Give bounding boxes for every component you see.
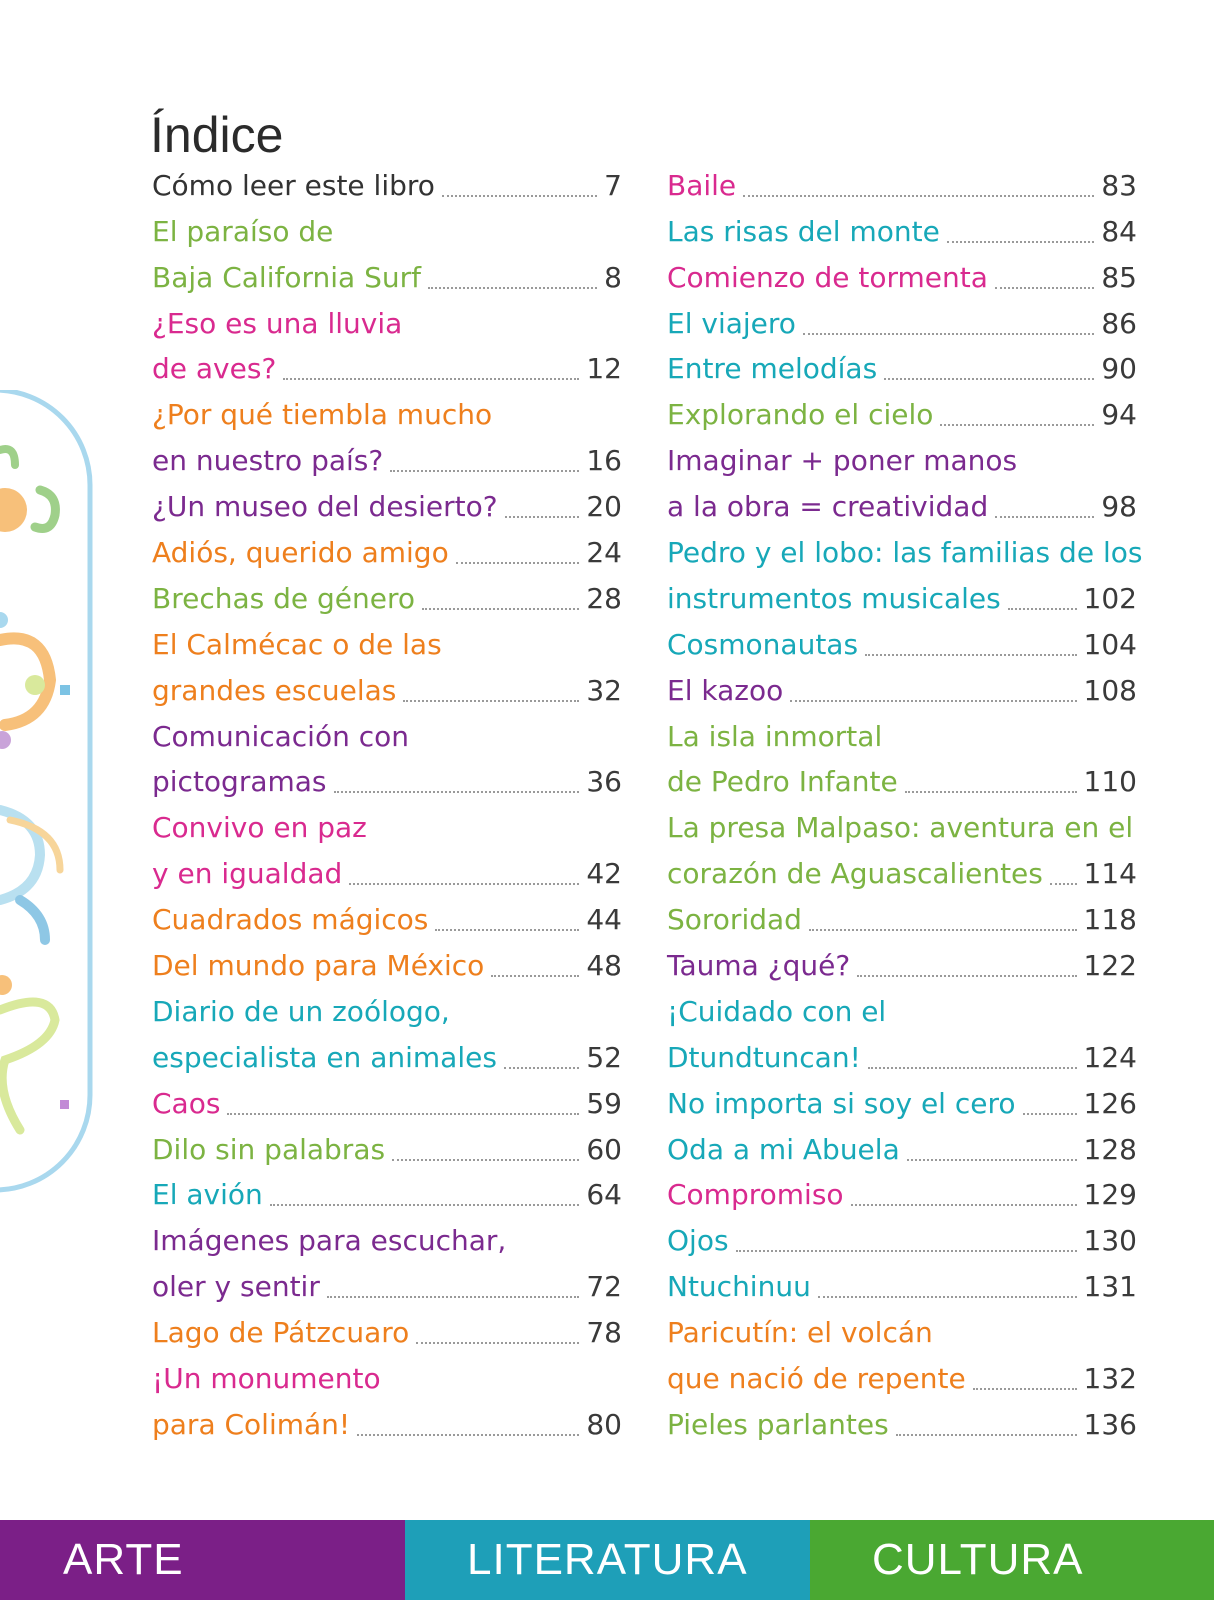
page-number: 20 (586, 490, 622, 524)
index-entry[interactable] (152, 714, 622, 760)
dot-leader (416, 1342, 579, 1344)
dot-leader (422, 608, 579, 610)
entry-title: Cuadrados mágicos (152, 903, 429, 937)
index-entry[interactable] (667, 347, 1137, 393)
index-entry[interactable] (667, 1310, 1137, 1356)
index-entry[interactable] (152, 851, 622, 897)
entry-title: corazón de Aguascalientes (667, 857, 1043, 891)
dot-leader (809, 929, 1077, 931)
dot-leader (1050, 883, 1077, 885)
entry-title: Comunicación con (152, 719, 410, 753)
page-number: 28 (586, 581, 622, 615)
dot-leader (907, 1159, 1077, 1161)
dot-leader (392, 1159, 579, 1161)
entry-title: de Pedro Infante (667, 765, 898, 799)
page-number: 130 (1083, 1224, 1137, 1258)
entry-title: El viajero (667, 306, 796, 340)
dot-leader (357, 1434, 579, 1436)
page-number: 102 (1083, 581, 1137, 615)
index-entry[interactable] (152, 347, 622, 393)
dot-leader (334, 791, 580, 793)
dot-leader (947, 241, 1095, 243)
page-number: 129 (1083, 1178, 1137, 1212)
footer-tab-arte: ARTE (0, 1520, 405, 1600)
index-entry[interactable] (152, 255, 622, 301)
page-number: 52 (586, 1040, 622, 1074)
index-entry[interactable] (152, 1402, 622, 1448)
entry-title: oler y sentir (152, 1270, 320, 1304)
entry-title: grandes escuelas (152, 673, 397, 707)
index-entry[interactable] (667, 301, 1137, 347)
entry-title: Explorando el cielo (667, 398, 934, 432)
page-number: 108 (1083, 673, 1137, 707)
entry-title: La presa Malpaso: aventura en el (667, 811, 1134, 845)
page-number: 124 (1083, 1040, 1137, 1074)
dot-leader (1008, 608, 1077, 610)
entry-title: Sororidad (667, 903, 802, 937)
page-number: 132 (1083, 1362, 1137, 1396)
index-entry[interactable] (667, 163, 1137, 209)
entry-title: Imaginar + poner manos (667, 444, 1018, 478)
index-entry[interactable] (667, 1218, 1137, 1264)
index-entry[interactable] (667, 484, 1137, 530)
index-entry[interactable] (667, 668, 1137, 714)
entry-title: Baja California Surf (152, 260, 421, 294)
dot-leader (736, 1250, 1077, 1252)
index-entry[interactable] (152, 1035, 622, 1081)
dot-leader (435, 929, 579, 931)
index-entry[interactable] (152, 438, 622, 484)
index-entry[interactable] (667, 897, 1137, 943)
index-entry[interactable] (152, 530, 622, 576)
entry-title: Pedro y el lobo: las familias de los (667, 536, 1143, 570)
page-title: Índice (150, 106, 284, 163)
dot-leader (227, 1113, 579, 1115)
dot-leader (851, 1204, 1077, 1206)
footer-tab-cultura: CULTURA (810, 1520, 1214, 1600)
index-entry[interactable] (667, 1264, 1137, 1310)
entry-title: de aves? (152, 352, 277, 386)
index-entry[interactable] (152, 989, 622, 1035)
entry-title: ¿Eso es una lluvia (152, 306, 403, 340)
index-entry[interactable] (152, 943, 622, 989)
index-entry[interactable] (152, 805, 622, 851)
index-entry[interactable] (667, 805, 1137, 851)
page-number: 104 (1083, 627, 1137, 661)
entry-title: El kazoo (667, 673, 784, 707)
entry-title: Paricutín: el volcán (667, 1316, 933, 1350)
index-entry[interactable] (152, 1218, 622, 1264)
index-entry[interactable] (667, 1127, 1137, 1173)
page-number: 32 (586, 673, 622, 707)
entry-title: Del mundo para México (152, 949, 485, 983)
dot-leader (803, 333, 1094, 335)
entry-title: No importa si soy el cero (667, 1086, 1016, 1120)
index-entry[interactable] (667, 622, 1137, 668)
dot-leader (505, 516, 580, 518)
index-entry[interactable] (667, 1081, 1137, 1127)
entry-title: Compromiso (667, 1178, 844, 1212)
index-entry[interactable] (152, 760, 622, 806)
entry-title: Lago de Pátzcuaro (152, 1316, 410, 1350)
decorative-ornament (0, 390, 100, 1210)
entry-title: Ntuchinuu (667, 1270, 811, 1304)
page-number: 12 (586, 352, 622, 386)
dot-leader (940, 424, 1094, 426)
entry-title: Diario de un zoólogo, (152, 994, 450, 1028)
entry-title: Pieles parlantes (667, 1407, 889, 1441)
page-number: 44 (586, 903, 622, 937)
entry-title: Convivo en paz (152, 811, 367, 845)
entry-title: que nació de repente (667, 1362, 966, 1396)
page-number: 36 (586, 765, 622, 799)
entry-title: a la obra = creatividad (667, 490, 989, 524)
dot-leader (1023, 1113, 1077, 1115)
dot-leader (349, 883, 579, 885)
dot-leader (896, 1434, 1077, 1436)
entry-title: instrumentos musicales (667, 581, 1001, 615)
dot-leader (905, 791, 1077, 793)
dot-leader (818, 1296, 1077, 1298)
index-entry[interactable] (152, 1310, 622, 1356)
page-number: 7 (604, 168, 622, 202)
dot-leader (973, 1388, 1077, 1390)
index-entry[interactable] (667, 392, 1137, 438)
index-entry[interactable] (152, 484, 622, 530)
index-entry[interactable] (667, 943, 1137, 989)
dot-leader (868, 1067, 1077, 1069)
index-entry[interactable] (152, 209, 622, 255)
page-number: 85 (1101, 260, 1137, 294)
dot-leader (442, 195, 597, 197)
index-right-column (667, 163, 1143, 1448)
page-number: 78 (586, 1316, 622, 1350)
entry-title: ¿Un museo del desierto? (152, 490, 498, 524)
page-number: 122 (1083, 949, 1137, 983)
entry-title: Oda a mi Abuela (667, 1132, 900, 1166)
page-number: 60 (586, 1132, 622, 1166)
entry-title: Dtundtuncan! (667, 1040, 861, 1074)
index-entry[interactable] (152, 301, 622, 347)
index-entry[interactable] (667, 714, 1137, 760)
entry-title: El Calmécac o de las (152, 627, 442, 661)
page-number: 131 (1083, 1270, 1137, 1304)
entry-title: Caos (152, 1086, 221, 1120)
dot-leader (456, 562, 580, 564)
index-entry[interactable] (667, 851, 1137, 897)
page-number: 42 (586, 857, 622, 891)
entry-title: El avión (152, 1178, 263, 1212)
entry-title: Ojos (667, 1224, 729, 1258)
page-number: 16 (586, 444, 622, 478)
page-number: 118 (1083, 903, 1137, 937)
entry-title: Dilo sin palabras (152, 1132, 386, 1166)
entry-title: Adiós, querido amigo (152, 536, 449, 570)
dot-leader (884, 378, 1094, 380)
page-number: 24 (586, 536, 622, 570)
dot-leader (865, 654, 1076, 656)
page-number: 128 (1083, 1132, 1137, 1166)
entry-title: ¡Cuidado con el (667, 994, 887, 1028)
entry-title: Entre melodías (667, 352, 878, 386)
index-entry[interactable] (667, 989, 1137, 1035)
entry-title: Imágenes para escuchar, (152, 1224, 507, 1258)
entry-title: ¡Un monumento (152, 1362, 381, 1396)
index-entry[interactable] (152, 897, 622, 943)
page-number: 114 (1083, 857, 1137, 891)
footer-tab-literatura: LITERATURA (405, 1520, 810, 1600)
dot-leader (270, 1204, 580, 1206)
category-footer (0, 1520, 1214, 1600)
index-entry[interactable] (667, 576, 1137, 622)
index-entry[interactable] (152, 668, 622, 714)
page-number: 110 (1083, 765, 1137, 799)
page-number: 48 (586, 949, 622, 983)
dot-leader (283, 378, 579, 380)
page-number: 59 (586, 1086, 622, 1120)
dot-leader (504, 1067, 579, 1069)
index-entry[interactable] (667, 438, 1137, 484)
page-number: 86 (1101, 306, 1137, 340)
page-number: 94 (1101, 398, 1137, 432)
index-entry[interactable] (667, 1035, 1137, 1081)
entry-title: en nuestro país? (152, 444, 384, 478)
index-entry[interactable] (152, 163, 622, 209)
index-entry[interactable] (667, 255, 1137, 301)
entry-title: Baile (667, 168, 737, 202)
index-entry[interactable] (152, 576, 622, 622)
page-number: 72 (586, 1270, 622, 1304)
entry-title: Tauma ¿qué? (667, 949, 851, 983)
dot-leader (403, 700, 579, 702)
entry-title: pictogramas (152, 765, 327, 799)
index-entry[interactable] (152, 1356, 622, 1402)
dot-leader (327, 1296, 580, 1298)
dot-leader (790, 700, 1076, 702)
index-entry[interactable] (152, 1264, 622, 1310)
index-entry[interactable] (152, 392, 622, 438)
dot-leader (491, 975, 579, 977)
dot-leader (428, 287, 597, 289)
dot-leader (857, 975, 1076, 977)
index-entry[interactable] (667, 530, 1143, 576)
page-number: 80 (586, 1407, 622, 1441)
dot-leader (390, 470, 579, 472)
index-entry[interactable] (667, 1402, 1137, 1448)
index-entry[interactable] (667, 760, 1137, 806)
index-entry[interactable] (152, 1127, 622, 1173)
page-number: 90 (1101, 352, 1137, 386)
dot-leader (995, 287, 1095, 289)
page-number: 84 (1101, 214, 1137, 248)
page-number: 8 (604, 260, 622, 294)
entry-title: Cosmonautas (667, 627, 859, 661)
index-left-column (152, 163, 622, 1448)
page-number: 83 (1101, 168, 1137, 202)
index-entry[interactable] (152, 622, 622, 668)
entry-title: Comienzo de tormenta (667, 260, 988, 294)
entry-title: La isla inmortal (667, 719, 883, 753)
index-entry[interactable] (667, 1173, 1137, 1219)
index-entry[interactable] (152, 1081, 622, 1127)
entry-title: Cómo leer este libro (152, 168, 435, 202)
entry-title: Brechas de género (152, 581, 416, 615)
entry-title: El paraíso de (152, 214, 334, 248)
entry-title: ¿Por qué tiembla mucho (152, 398, 493, 432)
page-number: 126 (1083, 1086, 1137, 1120)
index-entry[interactable] (667, 209, 1137, 255)
entry-title: especialista en animales (152, 1040, 497, 1074)
page-number: 64 (586, 1178, 622, 1212)
dot-leader (995, 516, 1094, 518)
index-entry[interactable] (152, 1173, 622, 1219)
entry-title: y en igualdad (152, 857, 343, 891)
index-entry[interactable] (667, 1356, 1137, 1402)
entry-title: Las risas del monte (667, 214, 940, 248)
page-number: 98 (1101, 490, 1137, 524)
dot-leader (743, 195, 1094, 197)
entry-title: para Colimán! (152, 1407, 351, 1441)
page-number: 136 (1083, 1407, 1137, 1441)
